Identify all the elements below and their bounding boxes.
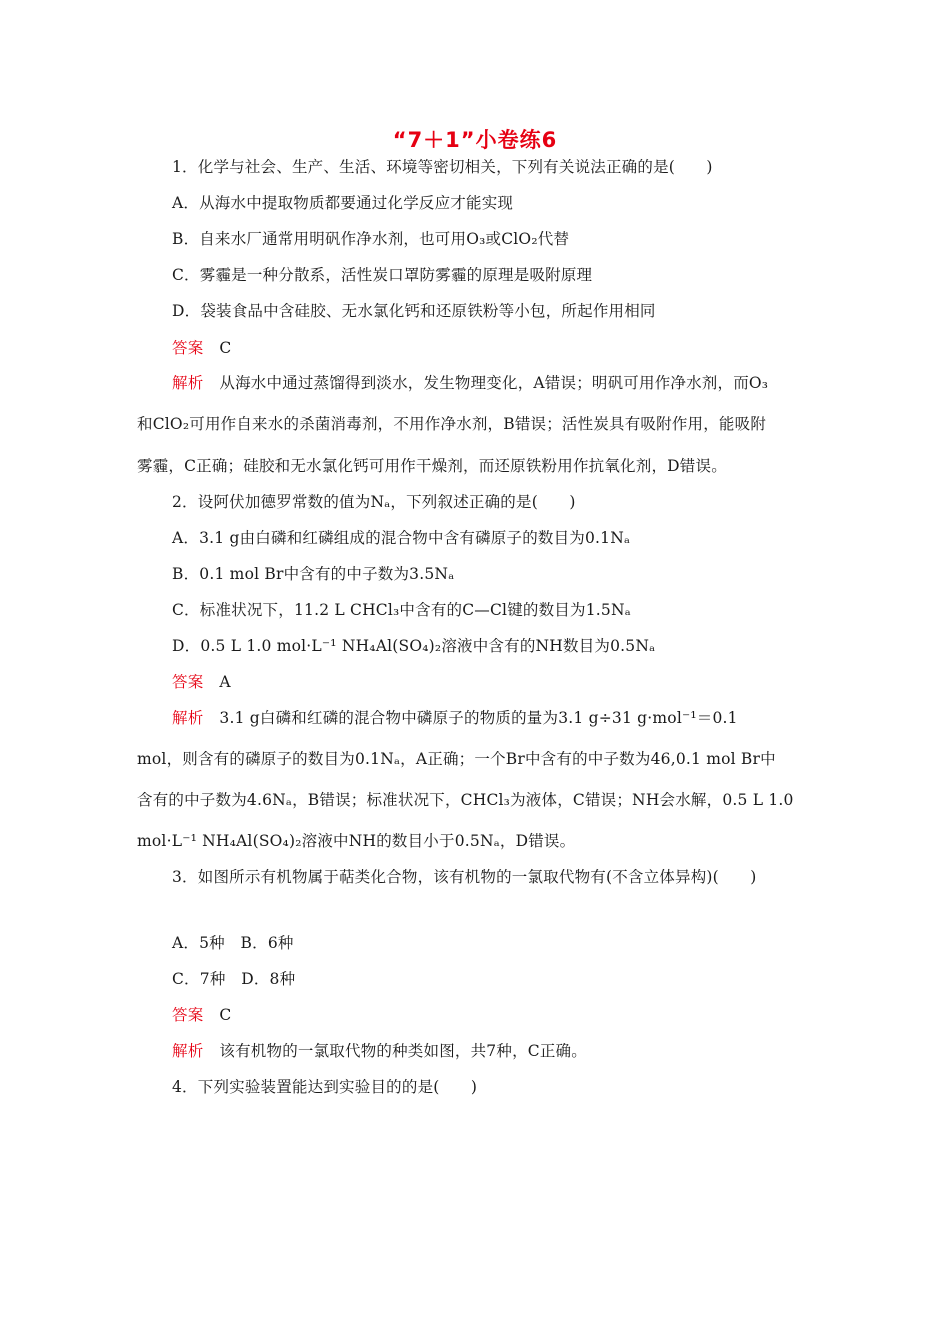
question-2-answer <box>172 672 231 692</box>
question-2-analysis-line-3: 含有的中子数为4.6Nₐ，B错误；标准状况下，CHCl₃为液体，C错误；NH会水解，0.5 L 1.0 <box>137 791 794 809</box>
question-1-analysis-line-2: 和ClO₂可用作自来水的杀菌消毒剂，不用作净水剂，B错误；活性炭具有吸附作用，能吸附 <box>137 415 767 433</box>
question-2-option-c: C．标准状况下，11.2 L CHCl₃中含有的C—Cl键的数目为1.5Nₐ <box>172 601 631 619</box>
question-1-answer <box>172 338 231 358</box>
analysis-text: 从海水中通过蒸馏得到淡水，发生物理变化，A错误；明矾可用作净水剂，而O₃ <box>219 374 769 392</box>
question-2-stem: 2．设阿伏加德罗常数的值为Nₐ，下列叙述正确的是( ) <box>172 493 576 511</box>
analysis-text: 3.1 g白磷和红磷的混合物中磷原子的物质的量为3.1 g÷31 g·mol⁻¹＝0.1 <box>219 709 738 727</box>
question-1-option-c: C．雾霾是一种分散系，活性炭口罩防雾霾的原理是吸附原理 <box>172 266 593 284</box>
question-3-options-ab: A．5种 B．6种 <box>172 934 294 952</box>
answer-label: 答案 <box>172 339 204 357</box>
analysis-text: 该有机物的一氯取代物的种类如图，共7种，C正确。 <box>219 1042 587 1060</box>
question-2-analysis-line-1 <box>172 708 738 728</box>
question-1-option-d: D．袋装食品中含硅胶、无水氯化钙和还原铁粉等小包，所起作用相同 <box>172 302 656 320</box>
page-title: “7＋1”小卷练6 <box>392 128 558 152</box>
question-2-analysis-line-2: mol，则含有的磷原子的数目为0.1Nₐ，A正确；一个Br中含有的中子数为46,0.1 mol Br中 <box>137 750 776 768</box>
question-2-option-b: B．0.1 mol Br中含有的中子数为3.5Nₐ <box>172 565 455 583</box>
answer-value: C <box>219 1006 232 1024</box>
question-3-answer <box>172 1005 231 1025</box>
question-1-analysis-line-1 <box>172 373 768 393</box>
question-2-option-a: A．3.1 g由白磷和红磷组成的混合物中含有磷原子的数目为0.1Nₐ <box>172 529 631 547</box>
answer-value: A <box>219 673 231 691</box>
question-3-stem: 3．如图所示有机物属于萜类化合物，该有机物的一氯取代物有(不含立体异构)( ) <box>172 868 757 886</box>
analysis-label: 解析 <box>172 709 204 727</box>
question-2-option-d: D．0.5 L 1.0 mol·L⁻¹ NH₄Al(SO₄)₂溶液中含有的NH数目为0.5Nₐ <box>172 637 656 655</box>
question-1-analysis-line-3: 雾霾，C正确；硅胶和无水氯化钙可用作干燥剂，而还原铁粉用作抗氧化剂，D错误。 <box>137 457 727 475</box>
question-1-stem: 1．化学与社会、生产、生活、环境等密切相关，下列有关说法正确的是( ) <box>172 158 713 176</box>
answer-label: 答案 <box>172 673 204 691</box>
analysis-label: 解析 <box>172 374 204 392</box>
answer-value: C <box>219 339 232 357</box>
question-1-option-a: A．从海水中提取物质都要通过化学反应才能实现 <box>172 194 514 212</box>
question-3-options-cd: C．7种 D．8种 <box>172 970 296 988</box>
question-1-option-b: B．自来水厂通常用明矾作净水剂，也可用O₃或ClO₂代替 <box>172 230 570 248</box>
question-2-analysis-line-4: mol·L⁻¹ NH₄Al(SO₄)₂溶液中NH的数目小于0.5Nₐ，D错误。 <box>137 832 576 850</box>
analysis-label: 解析 <box>172 1042 204 1060</box>
question-4-stem: 4．下列实验装置能达到实验目的的是( ) <box>172 1078 478 1096</box>
question-3-analysis-line-1 <box>172 1041 587 1061</box>
answer-label: 答案 <box>172 1006 204 1024</box>
